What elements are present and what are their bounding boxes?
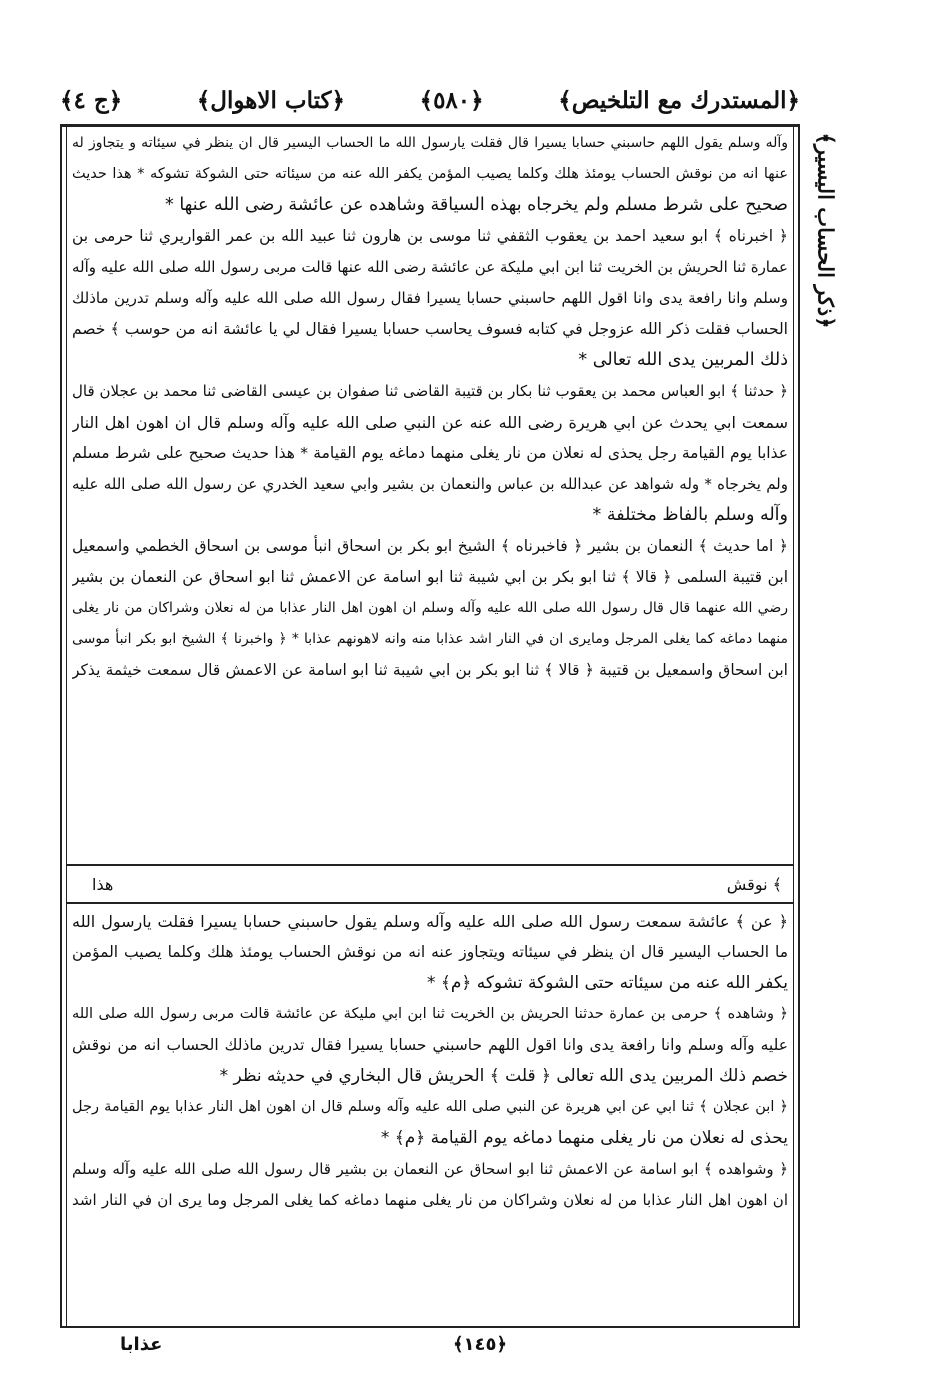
page-footer — [120, 1334, 820, 1362]
summary-line: ﴿ عن ﴾ عائشة سمعت رسول الله صلى الله عليه وآله وسلم يقول حاسبني حسابا يسيرا فقلت يارسول الله — [72, 912, 788, 931]
footer-page-number: ﴿١٤٥﴾ — [452, 1334, 508, 1355]
chapter-title: ﴿كتاب الاهوال﴾ — [196, 86, 345, 114]
volume-number: ﴿ج ٤﴾ — [60, 86, 123, 114]
footnote-right: ﴾ نوقش — [726, 874, 782, 894]
main-line: ﴿ اخبرناه ﴾ ابو سعيد احمد بن يعقوب الثقفي ثنا موسى بن هارون ثنا عبيد الله بن عمر القواريري ثنا حرمى بن — [72, 227, 788, 245]
main-line: ﴿ حدثنا ﴾ ابو العباس محمد بن يعقوب ثنا بكار بن قتيبة القاضى ثنا صفوان بن عيسى القاضى ثنا محمد بن عجلان قال — [72, 382, 788, 400]
summary-line: ما الحساب اليسير قال ان ينظر في سيئاته ويتجاوز عنه انه من نوقش الحساب يومئذ هلك وكلما يصيب المؤمن — [72, 943, 788, 961]
main-line: عذابا يوم القيامة رجل يحذى له نعلان من نار يغلى منهما دماغه يوم القيامة * هذا حديث صحيح على شرط مسلم — [72, 444, 788, 462]
footnote-left: هذا — [92, 874, 114, 894]
summary-line: ﴿ ابن عجلان ﴾ ثنا ابي عن ابي هريرة عن النبي صلى الله عليه وآله وسلم قال ان اهون اهل النار عذابا يوم القيامة رجل — [72, 1099, 788, 1115]
footnote-divider-bottom — [66, 902, 794, 904]
main-line: ﴿ اما حديث ﴾ النعمان بن بشير ﴿ فاخبرناه ﴾ الشيخ ابو بكر بن اسحاق انبأ موسى بن اسحاق الخطمي واسمعيل — [72, 537, 788, 555]
main-line: الحساب فقلت ذكر الله عزوجل في كتابه فسوف يحاسب حسابا يسيرا فقال لي يا عائشة انه من حوسب ﴾ خصم — [72, 320, 788, 338]
summary-text-block — [72, 906, 788, 1216]
summary-line: يحذى له نعلان من نار يغلى منهما دماغه يوم القيامة ﴿م﴾ * — [380, 1128, 788, 1148]
main-line: ابن قتيبة السلمى ﴿ قالا ﴾ ثنا ابو بكر بن ابي شيبة ثنا ابو اسامة عن الاعمش ثنا ابو اسحاق عن النعمان بن بشير — [72, 568, 788, 586]
book-title: ﴿المستدرك مع التلخيص﴾ — [558, 86, 800, 114]
main-line: وآله وسلم يقول اللهم حاسبني حسابا يسيرا قال فقلت يارسول الله ما الحساب اليسير قال ان ينظر في سيئاته و يتجاوز له — [72, 135, 788, 151]
summary-line: يكفر الله عنه من سيئاته حتى الشوكة تشوكه ﴿م﴾ * — [426, 973, 788, 993]
bottom-rule — [60, 1326, 800, 1328]
main-line: عمارة ثنا الحريش بن الخريت ثنا ابن ابي مليكة عن عائشة رضى الله عنها قالت مربى رسول الله صلى الله عليه وآله — [72, 258, 788, 276]
main-line: ذلك المربين يدى الله تعالى * — [578, 350, 788, 370]
side-label-text: ﴿ذكر الحساب اليسير﴾ — [813, 131, 839, 329]
running-header — [60, 82, 800, 118]
summary-line: ﴿ وشواهده ﴾ ابو اسامة عن الاعمش ثنا ابو اسحاق عن النعمان بن بشير قال رسول الله صلى الله عليه وآله وسلم — [72, 1160, 788, 1178]
summary-line: عليه وآله وسلم وانا رافعة يدى وانا اقول اللهم حاسبني حسابا يسيرا فقال تدرين ماذلك الحساب انه من نوقش — [72, 1036, 788, 1054]
main-line: منهما دماغه كما يغلى المرجل ومايرى ان في النار اشد عذابا منه وانه لاهونهم عذابا * ﴿ واخبرنا ﴾ الشيخ ابو بكر انبأ موسى — [72, 631, 788, 647]
main-line: وآله وسلم بالفاظ مختلفة * — [592, 505, 788, 525]
footnote-divider-top — [66, 864, 794, 866]
main-line: عنها انه من نوقش الحساب يومئذ هلك وكلما يصيب المؤمن يكفر الله عنه من سيئاته حتى الشوكة تشوكه * هذا حديث — [72, 166, 788, 182]
main-line: رضي الله عنهما قال قال رسول الله صلى الله عليه وآله وسلم ان اهون اهل النار عذابا من له نعلان وشراكان من نار يغلى — [72, 600, 788, 616]
main-line: سمعت ابي يحدث عن ابي هريرة رضى الله عنه عن النبي صلى الله عليه وآله وسلم قال ان اهون اهل النار — [72, 413, 788, 432]
main-line: وسلم وانا رافعة يدى وانا اقول اللهم حاسبني حسابا يسيرا فقال رسول الله صلى الله عليه وآله وسلم تدرين ماذلك — [72, 289, 788, 307]
side-label — [806, 131, 846, 329]
main-line: ولم يخرجاه * وله شواهد عن عبدالله بن عباس والنعمان بن بشير وابي سعيد الخدري عن رسول الله صلى الله عليه — [72, 475, 788, 493]
main-line: ابن اسحاق واسمعيل بن قتيبة ﴿ قالا ﴾ ثنا ابو بكر بن ابي شيبة ثنا ابو اسامة عن الاعمش قال سمعت خيثمة يذكر — [72, 661, 788, 679]
main-line: صحيح على شرط مسلم ولم يخرجاه بهذه السياقة وشاهده عن عائشة رضى الله عنها * — [165, 195, 788, 215]
summary-line: ﴿ وشاهده ﴾ حرمى بن عمارة حدثنا الحريش بن الخريت ثنا ابن ابي مليكة عن عائشة قالت مربى رسول الله صلى الله — [72, 1006, 788, 1022]
footnote-row — [92, 868, 782, 900]
frame-rule-right — [793, 124, 794, 1328]
header-page-number: ﴿٥٨٠﴾ — [419, 86, 484, 114]
summary-line: ان اهون اهل النار عذابا من له نعلان وشراكان من نار يغلى منهما دماغه كما يغلى المرجل وما يرى ان في النار اشد — [72, 1191, 788, 1209]
footer-catchword: عذابا — [120, 1334, 163, 1355]
summary-line: خصم ذلك المربين يدى الله تعالى ﴿ قلت ﴾ الحريش قال البخاري في حديثه نظر * — [219, 1066, 788, 1086]
frame-rule-left — [66, 124, 67, 1328]
main-text-block — [72, 128, 788, 686]
